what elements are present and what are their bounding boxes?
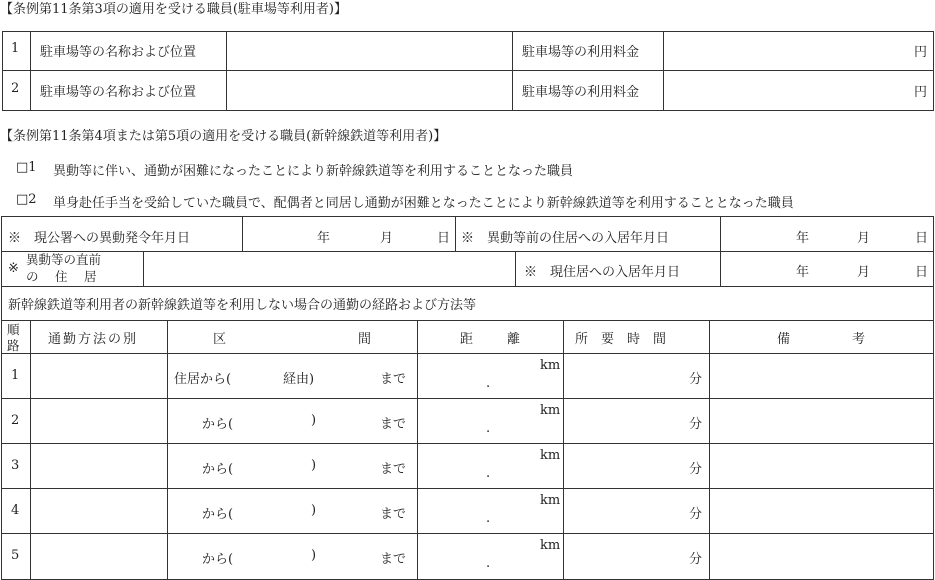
minutes-unit: 分 [689, 507, 703, 522]
method-input[interactable] [33, 536, 165, 576]
section2-heading: 【条例第11条第4項または第5項の適用を受ける職員(新幹線鉄道等利用者)】 [0, 129, 447, 144]
transfer-date-label: ※ 現公署への異動発令年月日 [8, 231, 191, 246]
route-title: 新幹線鉄道等利用者の新幹線鉄道等を利用しない場合の通勤の経路および方法等 [8, 298, 477, 313]
section-to: まで [380, 417, 407, 432]
km-unit: km [540, 493, 561, 508]
header-distance-2: 離 [507, 332, 521, 347]
km-unit: km [540, 538, 561, 553]
section-via[interactable]: ) [311, 413, 317, 428]
remarks-input[interactable] [712, 491, 932, 531]
parking-row-number: 2 [11, 81, 20, 96]
row-number: 4 [11, 503, 20, 518]
section-via[interactable]: ) [311, 458, 317, 473]
section-from[interactable]: から( [202, 552, 234, 567]
decimal-point: . [486, 466, 491, 481]
parking-fee-input[interactable] [666, 73, 916, 109]
decimal-point: . [486, 556, 491, 571]
header-order-2: 路 [7, 338, 20, 353]
section-from[interactable]: 住居から( [174, 372, 232, 387]
section-to: まで [380, 507, 407, 522]
parking-name-input[interactable] [228, 33, 510, 69]
decimal-point: . [486, 421, 491, 436]
header-remarks-1: 備 [777, 332, 791, 347]
minutes-unit: 分 [689, 417, 703, 432]
km-unit: km [540, 448, 561, 463]
header-time: 所 要 時 間 [575, 332, 667, 347]
prev-address-label-line2: の 住 居 [26, 269, 99, 284]
parking-name-label: 駐車場等の名称および位置 [40, 45, 197, 60]
method-input[interactable] [33, 491, 165, 531]
section-to: まで [380, 462, 407, 477]
remarks-input[interactable] [712, 356, 932, 396]
section-from[interactable]: から( [202, 417, 234, 432]
section1-heading: 【条例第11条第3項の適用を受ける職員(駐車場等利用者)】 [0, 2, 347, 17]
minutes-unit: 分 [689, 372, 703, 387]
remarks-input[interactable] [712, 536, 932, 576]
row-number: 3 [11, 458, 20, 473]
section-to: まで [380, 552, 407, 567]
month-label: 月 [380, 231, 394, 246]
year-label: 年 [317, 231, 331, 246]
section-via[interactable]: 経由) [283, 372, 315, 387]
header-remarks-2: 考 [852, 332, 866, 347]
day-label: 日 [437, 231, 451, 246]
parking-row-number: 1 [11, 41, 20, 56]
method-input[interactable] [33, 446, 165, 486]
option-2-checkbox[interactable]: □2 [16, 192, 37, 207]
method-input[interactable] [33, 401, 165, 441]
section-from[interactable]: から( [202, 507, 234, 522]
year-label: 年 [796, 265, 810, 280]
row-number: 5 [11, 548, 20, 563]
yen-unit: 円 [914, 45, 928, 60]
header-order-1: 順 [7, 322, 20, 337]
day-label: 日 [915, 265, 929, 280]
prev-address-mark: ※ [8, 261, 19, 276]
year-label: 年 [796, 231, 810, 246]
decimal-point: . [486, 511, 491, 526]
header-method: 通勤方法の別 [48, 332, 139, 347]
row-number: 2 [11, 413, 20, 428]
remarks-input[interactable] [712, 446, 932, 486]
decimal-point: . [486, 376, 491, 391]
prev-residence-date-label: ※ 異動等前の住居への入居年月日 [461, 231, 670, 246]
yen-unit: 円 [914, 85, 928, 100]
row-number: 1 [11, 368, 20, 383]
km-unit: km [540, 358, 561, 373]
option-1-label: 異動等に伴い、通勤が困難になったことにより新幹線鉄道等を利用することとなった職員 [53, 164, 574, 179]
prev-address-label-line1: 異動等の直前 [26, 252, 102, 267]
section-via[interactable]: ) [311, 548, 317, 563]
month-label: 月 [857, 231, 871, 246]
header-section-2: 間 [358, 332, 372, 347]
section-via[interactable]: ) [311, 503, 317, 518]
method-input[interactable] [33, 356, 165, 396]
day-label: 日 [915, 231, 929, 246]
option-2-label: 単身赴任手当を受給していた職員で、配偶者と同居し通勤が困難となったことにより新幹線鉄道等を利用することとなった職員 [53, 196, 794, 211]
parking-name-label: 駐車場等の名称および位置 [40, 85, 197, 100]
prev-address-input[interactable] [146, 254, 512, 284]
header-section-1: 区 [213, 332, 227, 347]
parking-name-input[interactable] [228, 73, 510, 109]
parking-fee-input[interactable] [666, 33, 916, 69]
parking-fee-label: 駐車場等の利用料金 [522, 45, 640, 60]
header-distance-1: 距 [460, 332, 474, 347]
option-1-checkbox[interactable]: □1 [16, 160, 37, 175]
km-unit: km [540, 403, 561, 418]
month-label: 月 [857, 265, 871, 280]
parking-fee-label: 駐車場等の利用料金 [522, 85, 640, 100]
section-to: まで [380, 372, 407, 387]
minutes-unit: 分 [689, 552, 703, 567]
current-residence-date-label: ※ 現住居への入居年月日 [524, 265, 681, 280]
section-from[interactable]: から( [202, 462, 234, 477]
minutes-unit: 分 [689, 462, 703, 477]
remarks-input[interactable] [712, 401, 932, 441]
